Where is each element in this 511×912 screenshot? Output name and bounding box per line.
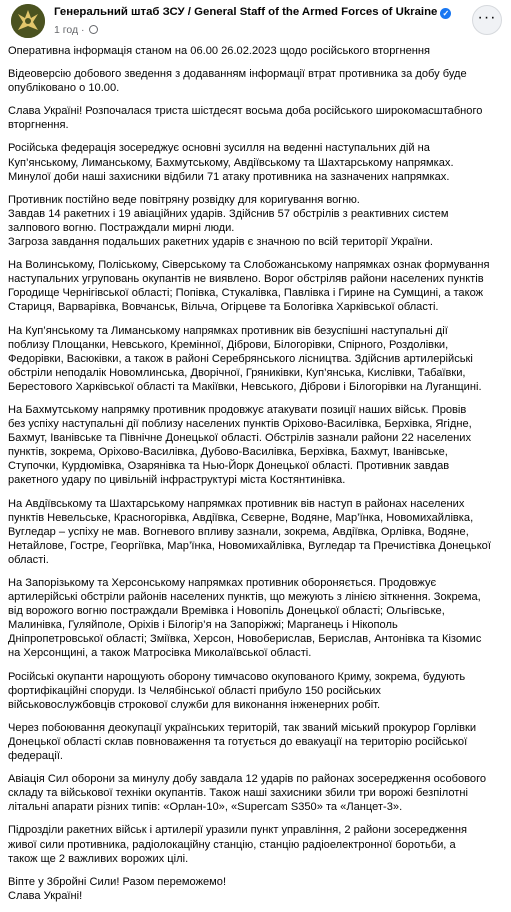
post-paragraph: Віпте у 3бройні Сили! Разом переможемо! Слава Україні! (8, 875, 227, 902)
post-text (8, 44, 503, 912)
post-paragraph: На Запорізькому та Херсонському напрямках противник обороняється. Продовжує артилерійські обстріли районів населених пунктів, що межують з лінією зіткнення. Зокрема, від ворожого вогню постраждали Времівка і Новопіль Донецької області; Ольгівське, Малинівка, Гуляйполе, Оріхів і Білогір’я на Запоріжжі; Марганець і Нікополь Дніпропетровської області; Зміївка, Херсон, Новоберислав, Берислав, Антонівка та Кізомис на Херсонщині, а також Матросівка Миколаївської області. (8, 577, 482, 660)
emblem-icon (11, 4, 45, 38)
post-paragraph: Авіація Сил оборони за минулу добу завдала 12 ударів по районах зосередження особового складу та військової техніки окупантів. Також наші захисники збили три ворожі безпілотні літальні апарати різних типів: «Орлан-10», «Supercam S350» та «Ланцет-3». (8, 773, 487, 814)
post-paragraph: На Волинському, Поліському, Сіверському та Слобожанському напрямках ознак формування наступальних угруповань окупантів не виявлено. Ворог обстріляв райони населених пунктів Городище Чернігівської області; Попівка, Стукалівка, Павлівка і Гирине на Сумщині, а також Стариця, Варварівка, Вовчанськ, Вільча, Огірцеве та Бологівка Харківської області. (8, 259, 490, 314)
post-paragraph: Підрозділи ракетних військ і артилерії уразили пункт управління, 2 райони зосередження живої сили противника, радіолокаційну станцію, станцію радіоелектронної боротьби, а також ще 2 важливих ворожих цілі. (8, 824, 468, 865)
verified-badge-icon: ✓ (440, 8, 451, 19)
public-globe-icon (89, 25, 98, 34)
more-options-button[interactable]: ··· (472, 5, 502, 35)
post-header (0, 0, 511, 40)
page-avatar[interactable] (11, 4, 45, 38)
post-paragraph: Оперативна інформація станом на 06.00 26.02.2023 щодо російського вторгнення (8, 45, 431, 57)
post-paragraph: На Бахмутському напрямку противник продовжує атакувати позиції наших військ. Провів без успіху наступальні дії поблизу населених пунктів Оріхово-Василівка, Берхівка, Ягідне, Бахмут, Іванівське та Північне Донецької області. Обстрілів зазнали райони 22 населених пунктів, зокрема, Оріхово-Василівка, Дубово-Василівка, Берхівка, Бахмут, Іванівське, Ступочки, Курдюмівка, Озарянівка та Нью-Йорк Донецької області. Противник завдав ракетного удару по цивільній інфраструктурі міста Костянтинівка. (8, 403, 472, 487)
post-paragraph: Відеоверсію добового зведення з додаванням інформації втрат противника за добу буде опубліковано о 10.00. (8, 68, 467, 95)
post-paragraph: На Куп’янському та Лиманському напрямках противник вів безуспішні наступальні дії поблизу Площанки, Невського, Кремінної, Діброви, Білогорівки, Спірного, Роздолівки, Федорівки, Васюківки, а також в районі Серебрянського лісництва. Здійснив артилерійські обстріли неподалік Новомлинська, Дворічної, Гряниківки, Куп’янська, Кислівки, Табаївки, Берестового Харківської області та Макіївки, Невського, Діброви і Білогорівки на Луганщині. (8, 324, 482, 393)
page-name[interactable]: Генеральний штаб ЗСУ / General Staff of the Armed Forces of Ukraine (54, 6, 438, 18)
post-paragraph: Противник постійно веде повітряну розвідку для коригування вогню. Завдав 14 ракетних і 19 авіаційних ударів. Здійснив 57 обстрілів з реактивних систем залпового вогню. Постраждали мирні люди. Загроза завдання подальших ракетних ударів є значною по всій території України. (8, 193, 449, 249)
post-paragraph: Російські окупанти нарощують оборону тимчасово окупованого Криму, зокрема, будують фортифікаційні споруди. Із Челябінської області прибуло 150 російських військовослужбовців строкової служби для виконання інженерних робіт. (8, 670, 466, 711)
post-paragraph: Російська федерація зосереджує основні зусилля на веденні наступальних дій на Куп’янському, Лиманському, Бахмутському, Авдіївському та Шахтарському напрямках. Минулої доби наші захисники відбили 71 атаку противника на зазначених напрямках. (8, 142, 454, 183)
post-meta: 1 год · (54, 24, 98, 36)
post-paragraph: Через побоювання деокупації українських територій, так званий міський прокурор Горлівки Донецької області склав повноваження та готується до евакуації на територію російської федерації. (8, 721, 477, 763)
post-paragraph: Слава Україні! Розпочалася триста шістдесят восьма доба російського широкомасштабного вторгнення. (8, 105, 483, 132)
post-time[interactable]: 1 год (54, 24, 79, 36)
post-paragraph: На Авдіївському та Шахтарському напрямках противник вів наступ в районах населених пунктів Невельське, Красногорівка, Авдіївка, Сєверне, Водяне, Мар’їнка, Новомихайлівка, Вугледар – успіху не мав. Вогневого впливу зазнали, зокрема, Авдіївка, Орлівка, Водяне, Нетайлове, Гостре, Георгіївка, Мар’їнка, Новомихайлівка, Вугледар та Пречистівка Донецької області. (8, 497, 491, 566)
page-name-link[interactable] (54, 6, 451, 19)
